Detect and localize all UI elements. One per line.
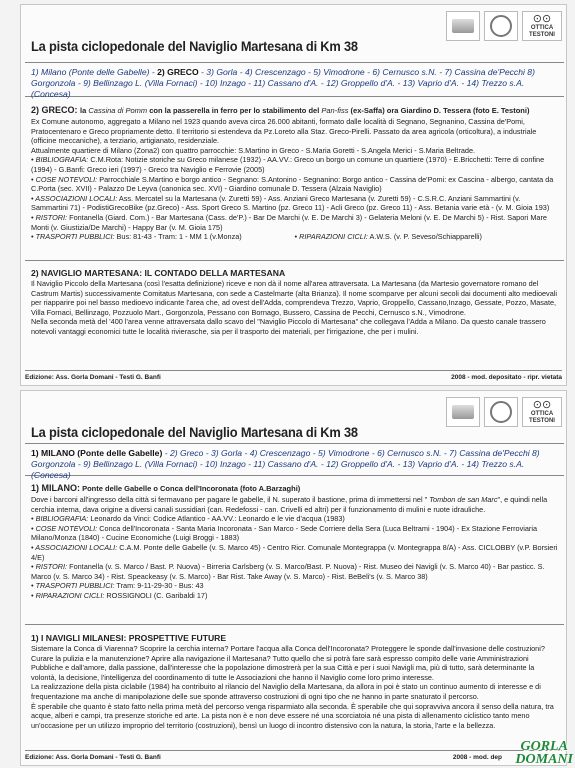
associazioni-line: • ASSOCIAZIONI LOCALI: Ass. Mercatel su la Martesana (v. Zuretti 59) - Ass. Anziani Greco Martesana (v. Zuretti 59) - C.S.R.C. Anziani Sammartini (v. Sammartini 71) - PodistiGrecoBike (pz.Greco) - Ass. Sport Greco S. Martino (pz. Greco 11) - Acli Greco (pz. Greco 11) - Ass. Betania varie età - (v. M. Gioia 193): [31, 193, 550, 213]
postcard-greco: [20, 4, 567, 386]
card-footer: [25, 370, 562, 381]
section-paragraph: Ex Comune autonomo, aggregato a Milano nel 1923 quando aveva circa 26.000 abitanti, formato dalle località di Segnano, Segnanino, Cassina de'Pomi, Pratocentenaro e Greco propriamente detto. Il territorio si estendeva da Pz.Loreto alla Staz. Greco-Pirelli. Passato da area agricola (orticoltura), a industriale (officine meccaniche), a terziario, artigianato, residenziale.: [31, 117, 537, 146]
edition-credit: Edizione: Ass. Gorla Domani - Testi G. Banfi: [25, 374, 161, 381]
section-greco: [25, 100, 564, 261]
ottica-text: OTTICA TESTONI: [529, 24, 555, 38]
section-heading: 1) I NAVIGLI MILANESI: PROSPETTIVE FUTURE: [31, 633, 227, 643]
copyright-note: 2008 - mod. depositato - ripr. vietata: [451, 374, 562, 381]
card-footer: [25, 750, 562, 761]
cose-notevoli-line: • COSE NOTEVOLI: Parrocchiale S.Martino e borgo antico - Segnano: S.Antonino - Segnanino: Borgo antico - Cassina de'Pomi: ex Cascina - albergo, cantata da C.Porta (sec. XVII) - Palazzo De Leyva (canonica sec. XVI) - Giardino comunale D. Tessera (Alzaia Naviglio): [31, 174, 554, 194]
glasses-icon: ⊙⊙: [532, 398, 552, 411]
associazioni-line: • ASSOCIAZIONI LOCALI: C.A.M. Ponte delle Gabelle (v. S. Marco 45) - Centro Ricr. Comunale Montegrappa (v. Montegrappa 8/A) - Ass. CICLOBBY (v.P. Borsieri 4/E): [31, 542, 558, 562]
association-badge-icon: [484, 11, 518, 41]
riparazioni-line: • RIPARAZIONI CICLI: ROSSIGNOLI (C. Garibaldi 17): [31, 590, 208, 600]
current-stop: 1) MILANO (Ponte delle Gabelle): [31, 448, 163, 458]
glasses-icon: ⊙⊙: [532, 12, 552, 25]
sponsor-logos: [446, 397, 562, 427]
section-paragraph: La realizzazione della pista ciclabile (1984) ha contribuito al rilancio del Naviglio della Martesana, da allora in poi è stato un continuo aumento di interesse e di frequentazione ma anche di manipolazione delle sue sponde attraverso costruzioni di ogni tipo che ne hanno in parte snaturato il percorso.: [31, 682, 541, 701]
ristori-line: • RISTORI: Fontanella (v. S. Marco / Bast. P. Nuova) - Birreria Carlsberg (v. S. Marco/Bast. P. Nuova) - Rist. Museo dei Navigli (v. S. Marco 40) - Bar pasticc. S. Marco (v. S. Marco 34) - Rist. Speackeasy (v. S. Marco) - Bar Rist. Take Away (v. S. Marco) - Rist. BeBeli's (v. S. Marco 38): [31, 562, 545, 581]
trasporti-line: • TRASPORTI PUBBLICI: Tram: 9-11-29-30 - Bus: 43: [31, 581, 204, 591]
section-milano: [25, 478, 564, 625]
copyright-note: 2008 - mod. dep: [452, 754, 502, 761]
section-paragraph: Dove i barconi all'ingresso della città si fermavano per pagare le gabelle, il N. superato il bastione, prima di immettersi nel " Tombon de san Marc", e quindi nella cerchia interna, dava origine a diversi canali sussidiari (can. Redefossi - can. Crivelli ed altri) per il funzionamento di mulini e ruote idrauliche.: [31, 495, 548, 514]
section-paragraph: È sperabile che quanto è stato fatto nella prima metà del percorso venga risparmiato alla seconda. È sperabile che qui sopravviva ancora il senso della natura, tra acque, alberi e campi, tra presenze storiche ed arte. La pista non è e non deve essere né una scorciatoia né una pista di allenamento ciclistico tanto meno un'occasione per un utilizzo improprio del territorio (costruzioni), bensì un luogo di incontro distensivo con la natura, la storia, l'arte e la bellezza.: [31, 701, 554, 730]
route-stops: 1) MILANO (Ponte delle Gabelle) - 2) Greco - 3) Gorla - 4) Crescenzago - 5) Vimodrone - 6) Cernusco s.N. - 7) Cassina de'Pecchi 8) Gorgonzola - 9) Bellinzago L. (Villa Fornaci) - 10) Inzago - 11) Cassano d'A. - 12) Groppello d'A. - 13) Vaprio d'A. - 14) Trezzo s.A. (Concesa): [25, 443, 564, 476]
section-heading: 2) GRECO: la Cassina di Pomm con la passerella in ferro per lo stabilimento del Pan-fiss (ex-Saffa) ora Giardino D. Tessera (foto E. Testoni): [31, 105, 530, 115]
association-badge-icon: [484, 397, 518, 427]
ottica-testoni-logo: [522, 11, 562, 41]
edition-credit: Edizione: Ass. Gorla Domani - Testi G. Banfi: [25, 754, 161, 761]
current-stop: 2) GRECO: [157, 67, 199, 77]
cose-notevoli-line: • COSE NOTEVOLI: Conca dell'Incoronata - Santa Maria Incoronata - San Marco - Sede Corriere della Sera (Luca Beltrami - 1904) - Ex Stazione Ferroviaria Milano/Monza (1840) - Cucine Economiche (Luigi Broggi - 1883): [31, 523, 538, 543]
trasporti-riparazioni-line: • TRASPORTI PUBBLICI: Bus: 81-43 - Tram: 1 - MM 1 (v.Monza) • RIPARAZIONI CICLI: A.W.S. (v. P. Seveso/Schiapparelli): [31, 232, 482, 242]
section-naviglio: [25, 263, 564, 351]
ottica-text: OTTICA TESTONI: [529, 410, 555, 424]
card-title: La pista ciclopedonale del Naviglio Martesana di Km 38: [31, 425, 358, 440]
ottica-testoni-logo: [522, 397, 562, 427]
route-stops: 1) Milano (Ponte delle Gabelle) - 2) GRECO - 3) Gorla - 4) Crescenzago - 5) Vimodrone - 6) Cernusco s.N. - 7) Cassina de'Pecchi 8) Gorgonzola - 9) Bellinzago L. (Villa Fornaci) - 10) Inzago - 11) Cassano d'A. - 12) Groppello d'A. - 13) Vaprio d'A. - 14) Trezzo s.A. (Concesa): [25, 62, 564, 97]
section-heading: 2) NAVIGLIO MARTESANA: IL CONTADO DELLA MARTESANA: [31, 268, 286, 278]
card-title: La pista ciclopedonale del Naviglio Martesana di Km 38: [31, 39, 358, 54]
postcard-milano: [20, 390, 567, 766]
section-paragraph: Nella seconda metà del '400 l'area venne attraversata dallo scavo del "Naviglio Piccolo di Martesana" che collegava l'Adda a Milano. Da questo canale trassero notevoli vantaggi economici tutte le località rivierasche, sia per il trasporto dei materiali, per l'irrigazione, che per i mulini.: [31, 317, 546, 336]
section-paragraph: Il Naviglio Piccolo della Martesana (così l'esatta definizione) riceve e non dà il nome all'area attraversata. La Martesana (da Martesio governatore romano del Castrum Martis) successivamente Comitatus Martesana, con sede a Castelmarte (alta Brianza). Il nome scomparve per alcuni secoli dai documenti alto medioevali per riapparire poi nel basso medioevo indicante l'area che, ad ovest dell'Adda, comprendeva Trezzo, Vaprio, Groppello, Cassano,Inzago, Gessate, Pozzo, Masate, Villa Fornaci, Bellinzago, Pozzuolo Mart., Gorgonzola, Pessano con Bornago, Bussero, Cassina de Pecchi, Cernusco s.N., Vimodrone.: [31, 279, 558, 317]
section-paragraph: Attualmente quartiere di Milano (Zona2) con quattro parrocchie: S.Martino in Greco - S.Maria Goretti - S.Angela Merici - S.Maria Beltrade.: [31, 145, 476, 155]
ristori-line: • RISTORI: Fontanella (Giard. Com.) - Bar Martesana (Cass. de'P.) - Bar De Marchi (v. E. De Marchi 3) - Gelateria Meloni (v. E. De Marchi 5) - Rist. Sapori Mare Monti (v. Giustizia/De Marchi) - Happy Bar (v. M. Gioia 175): [31, 212, 547, 232]
lamp-logo-icon: [446, 11, 480, 41]
section-paragraph: Sistemare la Conca di Viarenna? Scoprire la cerchia interna? Portare l'acqua alla Conca dell'Incoronata? Proteggere le sponde dall'invasione delle costruzioni? Curare la pulizia e la manutenzione? Aprire alla navigazione il Martesana? Tutto quello che si potrà fare sarà espresso compito delle varie Amministrazioni Pubbliche e dall'amore, dalla passione, dall'interesse che la popolazione dimostrerà per la sua Città e per i suoi Navigli ma, più di tutto, sarà determinante la volontà, la decisione, l'intelligenza del coordinamento di tutte le Associazioni che hanno il Naviglio come loro primo interesse.: [31, 644, 545, 682]
sponsor-logos: [446, 11, 562, 41]
section-heading: 1) MILANO: Ponte delle Gabelle o Conca dell'Incoronata (foto A.Barzaghi): [31, 483, 301, 493]
lamp-logo-icon: [446, 397, 480, 427]
bibliografia-line: • BIBLIOGRAFIA: Leonardo da Vinci: Codice Atlantico - AA.VV.: Leonardo e le vie d'acqua (1983): [31, 514, 345, 524]
bibliografia-line: • BIBLIOGRAFIA: C.M.Rota: Notizie storiche su Greco milanese (1932) - AA.VV.: Greco un borgo un comune un quartiere (1970) - E.Bricchetti: Terre di confine (1994) - G.Banfi: Greco ieri (1997) - Greco tra Naviglio e Ferrovie (2005): [31, 155, 545, 174]
gorla-domani-watermark: GORLA DOMANI: [515, 739, 573, 767]
section-prospettive: [25, 628, 564, 741]
